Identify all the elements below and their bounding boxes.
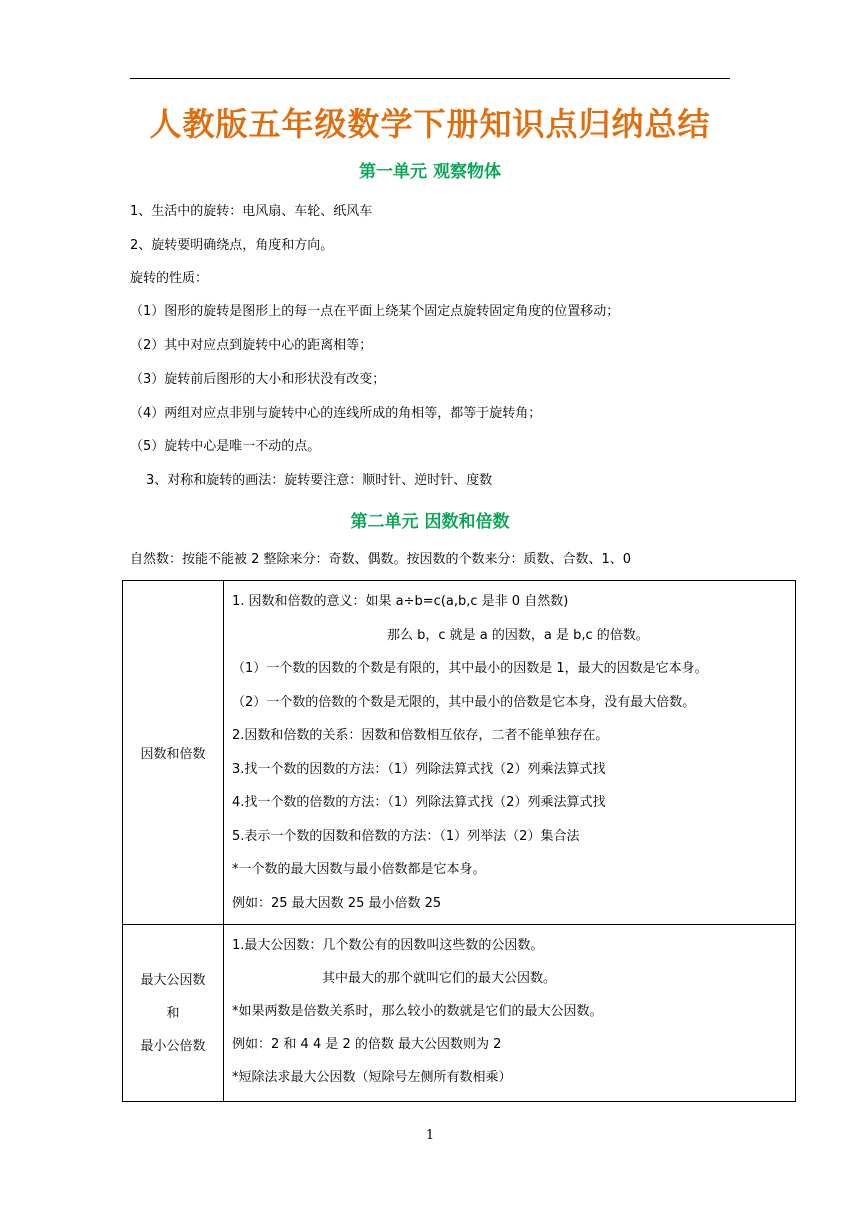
unit1-line: 旋转的性质： [130, 271, 209, 286]
row-label-gcd-lcm [123, 925, 224, 1102]
factors-multiples-table [122, 580, 796, 1102]
row-label-line: 最大公因数 [140, 972, 206, 988]
unit1-line: （1）图形的旋转是图形上的每一点在平面上绕某个固定点旋转固定角度的位置移动； [130, 304, 620, 319]
row-label-line: 和 [166, 1005, 180, 1021]
row-content [224, 925, 796, 1102]
content-line: （2）一个数的倍数的个数是无限的，其中最小的倍数是它本身，没有最大倍数。 [232, 694, 696, 710]
content-line: 其中最大的那个就叫它们的最大公因数。 [322, 971, 557, 986]
content-line: *如果两数是倍数关系时，那么较小的数就是它们的最大公因数。 [232, 1004, 603, 1019]
unit1-line: （2）其中对应点到旋转中心的距离相等； [130, 338, 373, 353]
content-line: *一个数的最大因数与最小倍数都是它本身。 [232, 862, 486, 877]
unit1-line: 1、生活中的旋转：电风扇、车轮、纸风车 [130, 204, 373, 219]
row-label-line: 最小公倍数 [140, 1038, 206, 1054]
content-line: 1. 因数和倍数的意义：如果 a÷b=c(a,b,c 是非 0 自然数) [232, 594, 569, 609]
unit1-line: （4）两组对应点非别与旋转中心的连线所成的角相等，都等于旋转角； [130, 406, 542, 421]
unit1-line: （3）旋转前后图形的大小和形状没有改变； [130, 372, 386, 387]
row-label-factors-multiples: 因数和倍数 [123, 581, 224, 925]
content-line: 例如：25 最大因数 25 最小倍数 25 [232, 895, 442, 911]
content-line: （1）一个数的因数的个数是有限的，其中最小的因数是 1，最大的因数是它本身。 [232, 661, 708, 676]
page-number: 1 [425, 1128, 435, 1143]
content-line: 4.找一个数的倍数的方法：（1）列除法算式找（2）列乘法算式找 [232, 795, 606, 810]
header-rule [130, 78, 730, 79]
unit1-line: 2、旋转要明确绕点，角度和方向。 [130, 238, 334, 253]
content-line: 3.找一个数的因数的方法：（1）列除法算式找（2）列乘法算式找 [232, 761, 606, 777]
content-line: 1.最大公因数：几个数公有的因数叫这些数的公因数。 [232, 938, 544, 953]
content-line: 2.因数和倍数的关系：因数和倍数相互依存，二者不能单独存在。 [232, 728, 609, 743]
table-row [123, 925, 796, 1102]
unit2-heading: 第二单元 因数和倍数 [350, 512, 510, 532]
unit1-heading: 第一单元 观察物体 [359, 162, 501, 182]
table-row [123, 581, 796, 925]
content-line: 5.表示一个数的因数和倍数的方法：（1）列举法（2）集合法 [232, 828, 580, 844]
content-line: *短除法求最大公因数（短除号左侧所有数相乘） [232, 1070, 512, 1085]
page-title: 人教版五年级数学下册知识点归纳总结 [149, 105, 711, 143]
unit1-line: （5）旋转中心是唯一不动的点。 [130, 439, 321, 454]
content-line: 那么 b，c 就是 a 的因数，a 是 b,c 的倍数。 [387, 627, 649, 643]
row-content [224, 581, 796, 925]
unit2-intro: 自然数：按能不能被 2 整除来分：奇数、偶数。按因数的个数来分：质数、合数、1、0 [130, 552, 632, 567]
unit1-line: 3、对称和旋转的画法：旋转要注意：顺时针、逆时针、度数 [146, 473, 493, 488]
factors-table [122, 580, 785, 1102]
content-line: 例如：2 和 4 4 是 2 的倍数 最大公因数则为 2 [232, 1037, 502, 1052]
